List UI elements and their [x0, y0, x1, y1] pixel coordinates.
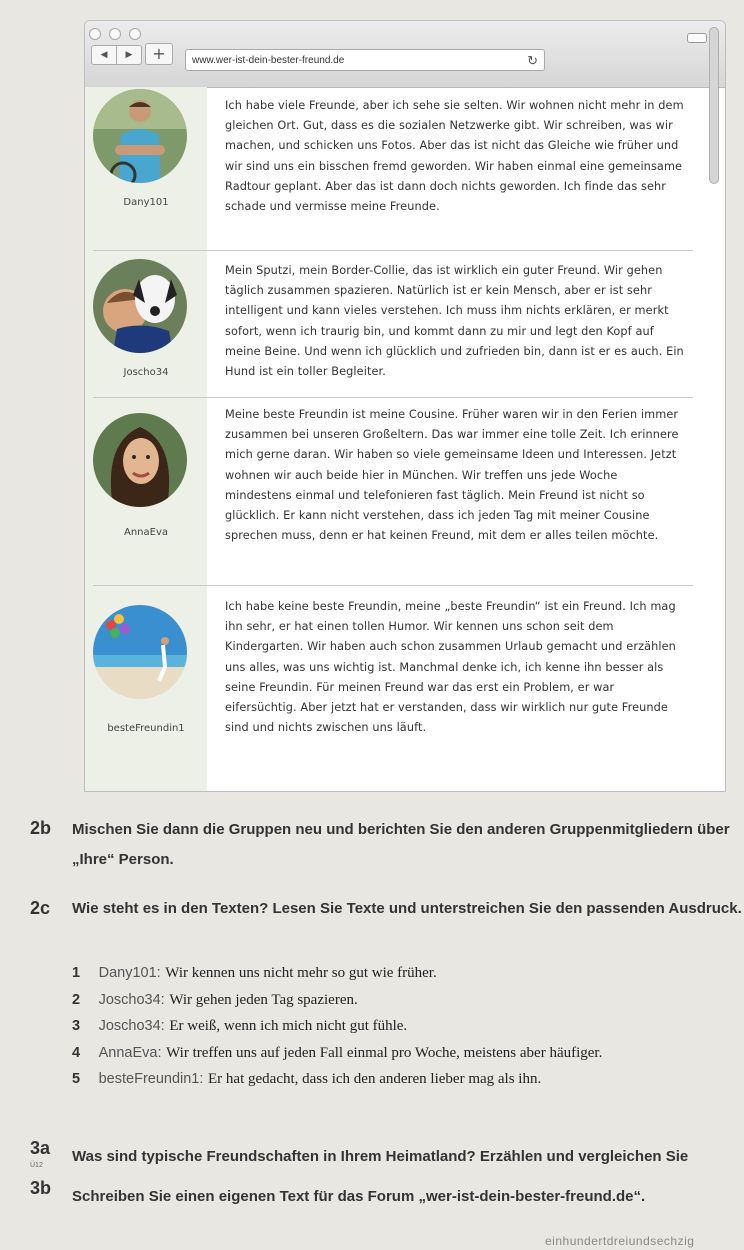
exercise-instruction: Schreiben Sie einen eigenen Text für das Forum „wer-ist-dein-bester-freund.de“.: [72, 1188, 646, 1205]
item-number: 2: [72, 991, 81, 1008]
back-button[interactable]: [91, 45, 117, 65]
new-tab-button[interactable]: [145, 43, 173, 65]
username[interactable]: Dany101: [123, 197, 169, 208]
item-username: Dany101:: [98, 965, 161, 981]
exercise-reference: Ü12: [30, 1162, 43, 1169]
plus-icon: +: [152, 44, 166, 63]
item-statement: Wir kennen uns nicht mehr so gut wie früher.: [165, 965, 437, 981]
avatar-annaeva: [93, 413, 187, 507]
item-statement: Er weiß, wenn ich mich nicht gut fühle.: [169, 1018, 408, 1034]
forward-icon: ▶: [125, 50, 133, 60]
item-username: Joscho34:: [98, 1018, 165, 1034]
statement-list: [72, 965, 744, 1098]
item-number: 4: [72, 1044, 81, 1061]
address-bar[interactable]: [185, 49, 545, 71]
post-text: Ich habe viele Freunde, aber ich sehe sie selten. Wir wohnen nicht mehr in dem gleichen Ort. Gut, dass es die sozialen Netzwerke gibt. Wir schreiben, was wir machen, und schicken uns Fotos. Aber das ist nicht das Gleiche wie früher und wir sind uns ein bisschen fremd geworden. Wir haben einmal eine gemeinsame Radtour geplant. Aber das ist dann doch nichts geworden. Ich finde das sehr schade und vermisse meine Freunde.: [225, 99, 684, 214]
list-item: [72, 1071, 744, 1098]
item-statement: Wir treffen uns auf jeden Fall einmal pro Woche, meistens aber häufiger.: [166, 1044, 603, 1061]
post-text: Ich habe keine beste Freundin, meine „beste Freundin“ ist ein Freund. Ich mag ihn sehr, er hat einen tollen Humor. Wir kennen uns schon seit dem Kindergarten. Wir haben auch schon zusammen Urlaub gemacht und erzählen uns alles, was uns wichtig ist. Manchmal denke ich, ich kenne ihn besser als seine Freundin. Für meinen Freund war das erst ein Problem, er war eifersüchtig. Aber jetzt hat er verstanden, dass wir wirklich nur gute Freunde sind und nichts zwischen uns läuft.: [225, 600, 676, 735]
reload-icon[interactable]: ↻: [527, 53, 538, 68]
item-number: 5: [72, 1071, 81, 1087]
item-username: besteFreundin1:: [98, 1071, 204, 1087]
exercise-number: 2b: [30, 818, 52, 838]
post-text: Meine beste Freundin ist meine Cousine. Früher waren wir in den Ferien immer zusammen bei unseren Großeltern. Das war immer eine tolle Zeit. Ich erinnere mich gerne daran. Wir haben so viele gemeinsame Ideen und Interessen. Jetzt wohnen wir auch beide hier in München. Wir treffen uns jede Woche mindestens einmal und telefonieren fast täglich. Mein Freund ist nicht so glücklich. Er kann nicht verstehen, dass ich jeden Tag mit meiner Cousine sprechen muss, denn er hat keinen Freund, mit dem er alles teilen möchte.: [225, 408, 679, 543]
item-username: AnnaEva:: [98, 1044, 162, 1061]
item-statement: Wir gehen jeden Tag spazieren.: [169, 991, 358, 1008]
post-divider: [93, 585, 693, 586]
close-window-button[interactable]: [89, 28, 101, 40]
list-item: [72, 992, 744, 1019]
avatar-dany101: [93, 89, 187, 183]
navigation-buttons: [91, 45, 142, 65]
exercise-number: 3a: [30, 1138, 51, 1158]
post-text: Mein Sputzi, mein Border-Collie, das ist wirklich ein guter Freund. Wir gehen täglich zusammen spazieren. Natürlich ist er kein Mensch, aber er ist sehr intelligent und kann vieles verstehen. Ich muss ihm nichts erklären, er merkt sofort, wenn ich traurig bin, und kommt dann zu mir und legt den Kopf auf meine Beine. Und wenn ich glücklich und zufrieden bin, dann ist er es auch. Ein Hund ist ein toller Begleiter.: [225, 264, 684, 379]
list-item: [72, 1018, 744, 1045]
exercise-instruction: Was sind typische Freundschaften in Ihrem Heimatland? Erzählen und vergleichen Sie: [72, 1148, 689, 1165]
list-item: [72, 1045, 744, 1072]
username[interactable]: AnnaEva: [123, 527, 168, 538]
exercise-instruction: Mischen Sie dann die Gruppen neu und berichten Sie den anderen Gruppenmitgliedern über „Ihre“ Person.: [72, 821, 730, 868]
item-number: 1: [72, 965, 81, 981]
exercise-number: 3b: [30, 1178, 52, 1198]
scrollbar[interactable]: [709, 27, 719, 184]
list-item: [72, 965, 744, 992]
url-text: www.wer-ist-dein-bester-freund.de: [192, 55, 345, 66]
forward-button[interactable]: [117, 45, 142, 65]
minimize-window-button[interactable]: [109, 28, 121, 40]
browser-toolbar: [85, 21, 725, 88]
item-username: Joscho34:: [98, 991, 165, 1008]
toolbar-toggle-button[interactable]: [687, 33, 707, 43]
forum-page: [85, 87, 725, 791]
page-number: einhundertdreiundsechzig: [545, 1234, 695, 1248]
zoom-window-button[interactable]: [129, 28, 141, 40]
exercise-instruction: Wie steht es in den Texten? Lesen Sie Texte und unterstreichen Sie den passenden Ausdruck.: [72, 900, 742, 917]
browser-window: [84, 20, 726, 792]
window-controls: [89, 25, 144, 44]
avatar-joscho34: [93, 259, 187, 353]
username[interactable]: besteFreundin1: [107, 723, 185, 734]
username[interactable]: Joscho34: [123, 367, 169, 378]
avatar-bestefreundin1: [93, 605, 187, 699]
item-number: 3: [72, 1018, 81, 1034]
post-divider: [93, 397, 693, 398]
item-statement: Er hat gedacht, dass ich den anderen lieber mag als ihn.: [208, 1071, 542, 1087]
post-divider: [93, 250, 693, 251]
exercise-number: 2c: [30, 898, 51, 918]
back-icon: ◀: [100, 50, 108, 60]
